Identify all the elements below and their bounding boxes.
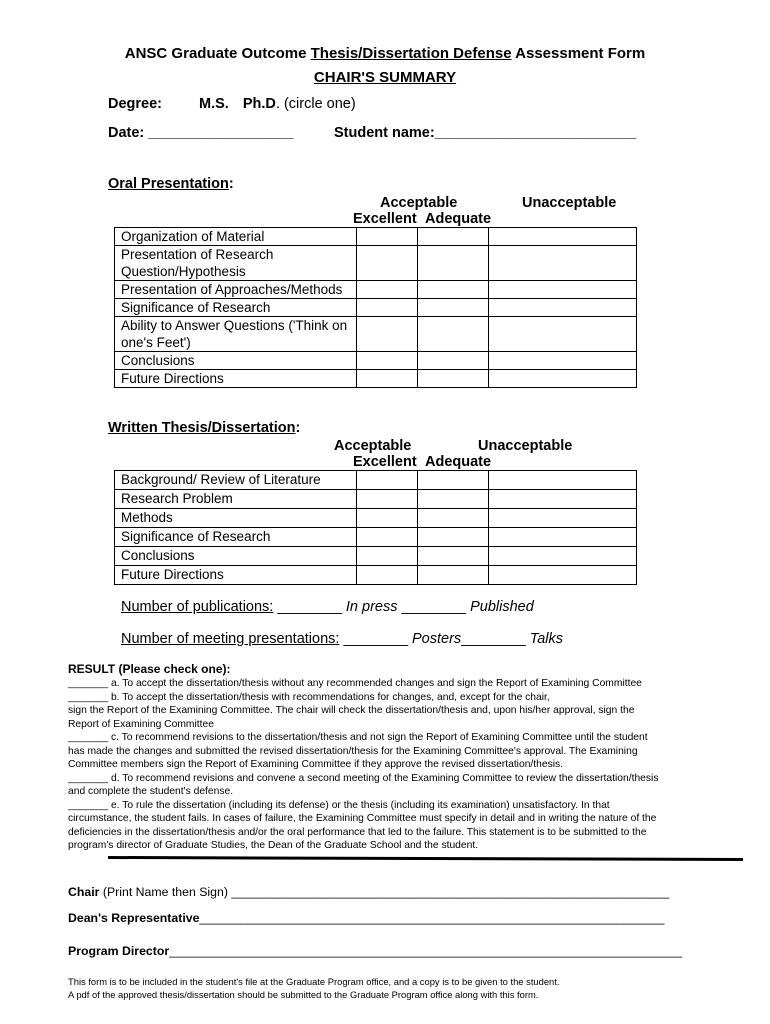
excellent-cell[interactable] [357,317,418,352]
adequate-cell[interactable] [418,528,489,547]
adequate-cell[interactable] [418,299,489,317]
row-label: Research Problem [115,490,357,509]
unacceptable-cell[interactable] [489,299,637,317]
excellent-cell[interactable] [357,246,418,281]
meeting-presentations-row[interactable]: Number of meeting presentations: ________ Posters________ Talks [121,631,564,647]
adequate-cell[interactable] [418,352,489,370]
unacceptable-cell[interactable] [489,528,637,547]
program-director-line[interactable]: Program Director___________________________________________________________________________ [68,944,683,958]
dean-representative-line[interactable]: Dean's Representative____________________________________________________________________ [68,911,665,925]
adequate-cell[interactable] [418,317,489,352]
table-row [115,246,637,281]
degree-row [108,96,356,112]
adequate-cell[interactable] [418,281,489,299]
result-option-b[interactable]: _______ b. To accept the dissertation/thesis with recommendations for changes, and, except for the chair, [68,691,550,703]
table-row [115,471,637,490]
table-row [115,317,637,352]
unacceptable-cell[interactable] [489,317,637,352]
written-excellent-header: Excellent [353,454,417,470]
unacceptable-cell[interactable] [489,352,637,370]
excellent-cell[interactable] [357,370,418,388]
row-label: Conclusions [115,547,357,566]
footer-note: This form is to be included in the student's file at the Graduate Program office, and a copy is to be given to the student. A pdf of the approved thesis/dissertation should be submitted to the Graduate Program office along with this form. [68,976,560,1000]
oral-unacceptable-header: Unacceptable [522,195,617,211]
chair-signature-line[interactable]: Chair (Print Name then Sign) ________________________________________________________________ [68,885,670,899]
excellent-cell[interactable] [357,509,418,528]
result-heading: RESULT (Please check one): [68,662,231,676]
result-option-c[interactable]: _______ c. To recommend revisions to the dissertation/thesis and not sign the Report of Examining Committee until the student [68,732,648,743]
adequate-cell[interactable] [418,246,489,281]
written-acceptable-header: Acceptable [334,438,412,454]
table-row [115,370,637,388]
date-field[interactable]: Date: __________________ [108,125,294,141]
row-label: Future Directions [115,566,357,585]
table-row [115,509,637,528]
excellent-cell[interactable] [357,352,418,370]
oral-acceptable-header: Acceptable [380,195,458,211]
row-label: Future Directions [115,370,357,388]
written-adequate-header: Adequate [425,454,492,470]
row-label: Significance of Research [115,299,357,317]
result-option-d[interactable]: _______ d. To recommend revisions and convene a second meeting of the Examining Committee to review the dissertation/thesis [68,772,659,784]
result-options: _______ a. To accept the dissertation/thesis without any recommended changes and sign the Report of Examining Committee _______ b. To accept the dissertation/thesis with recommendations for changes, and, except for the chair, sign the Report of the Examining Committee. The chair will check the dissertation/thesis and, upon his/her approval, sign the Report of Examining Committee _______ c. To recommend revisions to the dissertation/thesis and not sign the Report of Examining Committee until the student has made the changes and submitted the revised dissertation/thesis for the Examining Committee's approval. The Examining Committee members sign the Report of Examining Committee if they approve the revised dissertation/thesis. _______ d. To recommend revisions and convene a second meeting of the Examining Committee to review the dissertation/thesis and complete the student's defense. _______ e. To rule the dissertation (including its defense) or the thesis (including its examination) unsatisfactory. In that circumstance, the student fails. In cases of failure, the Examining Committee must specify in detail and in writing the nature of the deficiencies in the dissertation/thesis and/or the oral performance that led to the failure. This statement is to be submitted to the program's director of Graduate Studies, the Dean of the Graduate School and the student. [68,677,728,853]
student-name-field[interactable]: Student name:_________________________ [334,125,637,141]
oral-table [114,227,637,388]
adequate-cell[interactable] [418,370,489,388]
written-heading: Written Thesis/Dissertation: [108,420,301,436]
excellent-cell[interactable] [357,471,418,490]
row-label: Methods [115,509,357,528]
excellent-cell[interactable] [357,228,418,246]
unacceptable-cell[interactable] [489,370,637,388]
degree-ms-option[interactable]: M.S. [199,96,229,112]
row-label: Presentation of Research Question/Hypothesis [115,246,357,281]
table-row [115,528,637,547]
degree-note: . (circle one) [275,96,356,112]
degree-phd-option[interactable]: Ph.D [242,96,276,112]
table-row [115,228,637,246]
row-label: Background/ Review of Literature [115,471,357,490]
adequate-cell[interactable] [418,228,489,246]
adequate-cell[interactable] [418,471,489,490]
row-label: Significance of Research [115,528,357,547]
excellent-cell[interactable] [357,528,418,547]
excellent-cell[interactable] [357,566,418,585]
adequate-cell[interactable] [418,490,489,509]
table-row [115,281,637,299]
unacceptable-cell[interactable] [489,509,637,528]
table-row [115,352,637,370]
adequate-cell[interactable] [418,547,489,566]
row-label: Conclusions [115,352,357,370]
unacceptable-cell[interactable] [489,490,637,509]
table-row [115,547,637,566]
oral-adequate-header: Adequate [425,211,492,227]
table-row [115,299,637,317]
form-subtitle: CHAIR'S SUMMARY [313,69,457,86]
written-table [114,470,637,585]
table-row [115,566,637,585]
unacceptable-cell[interactable] [489,547,637,566]
unacceptable-cell[interactable] [489,471,637,490]
result-option-e[interactable]: _______ e. To rule the dissertation (including its defense) or the thesis (including its examination) unsatisfactory. In that [68,799,610,811]
written-unacceptable-header: Unacceptable [478,438,573,454]
result-option-a[interactable]: _______ a. To accept the dissertation/thesis without any recommended changes and sign the Report of Examining Committee [68,678,642,689]
excellent-cell[interactable] [357,299,418,317]
adequate-cell[interactable] [418,566,489,585]
row-label: Presentation of Approaches/Methods [115,281,357,299]
oral-excellent-header: Excellent [353,211,417,227]
form-title: ANSC Graduate Outcome Thesis/Dissertation Defense Assessment Form [124,45,646,62]
oral-heading: Oral Presentation: [108,176,234,192]
unacceptable-cell[interactable] [489,566,637,585]
excellent-cell[interactable] [357,490,418,509]
unacceptable-cell[interactable] [489,281,637,299]
adequate-cell[interactable] [418,509,489,528]
row-label: Ability to Answer Questions ('Think on one's Feet') [115,317,357,352]
degree-label: Degree: [108,96,162,112]
table-row [115,490,637,509]
excellent-cell[interactable] [357,281,418,299]
unacceptable-cell[interactable] [489,228,637,246]
excellent-cell[interactable] [357,547,418,566]
divider [108,856,743,861]
unacceptable-cell[interactable] [489,246,637,281]
publications-row[interactable]: Number of publications: ________ In press ________ Published [121,599,534,615]
row-label: Organization of Material [115,228,357,246]
